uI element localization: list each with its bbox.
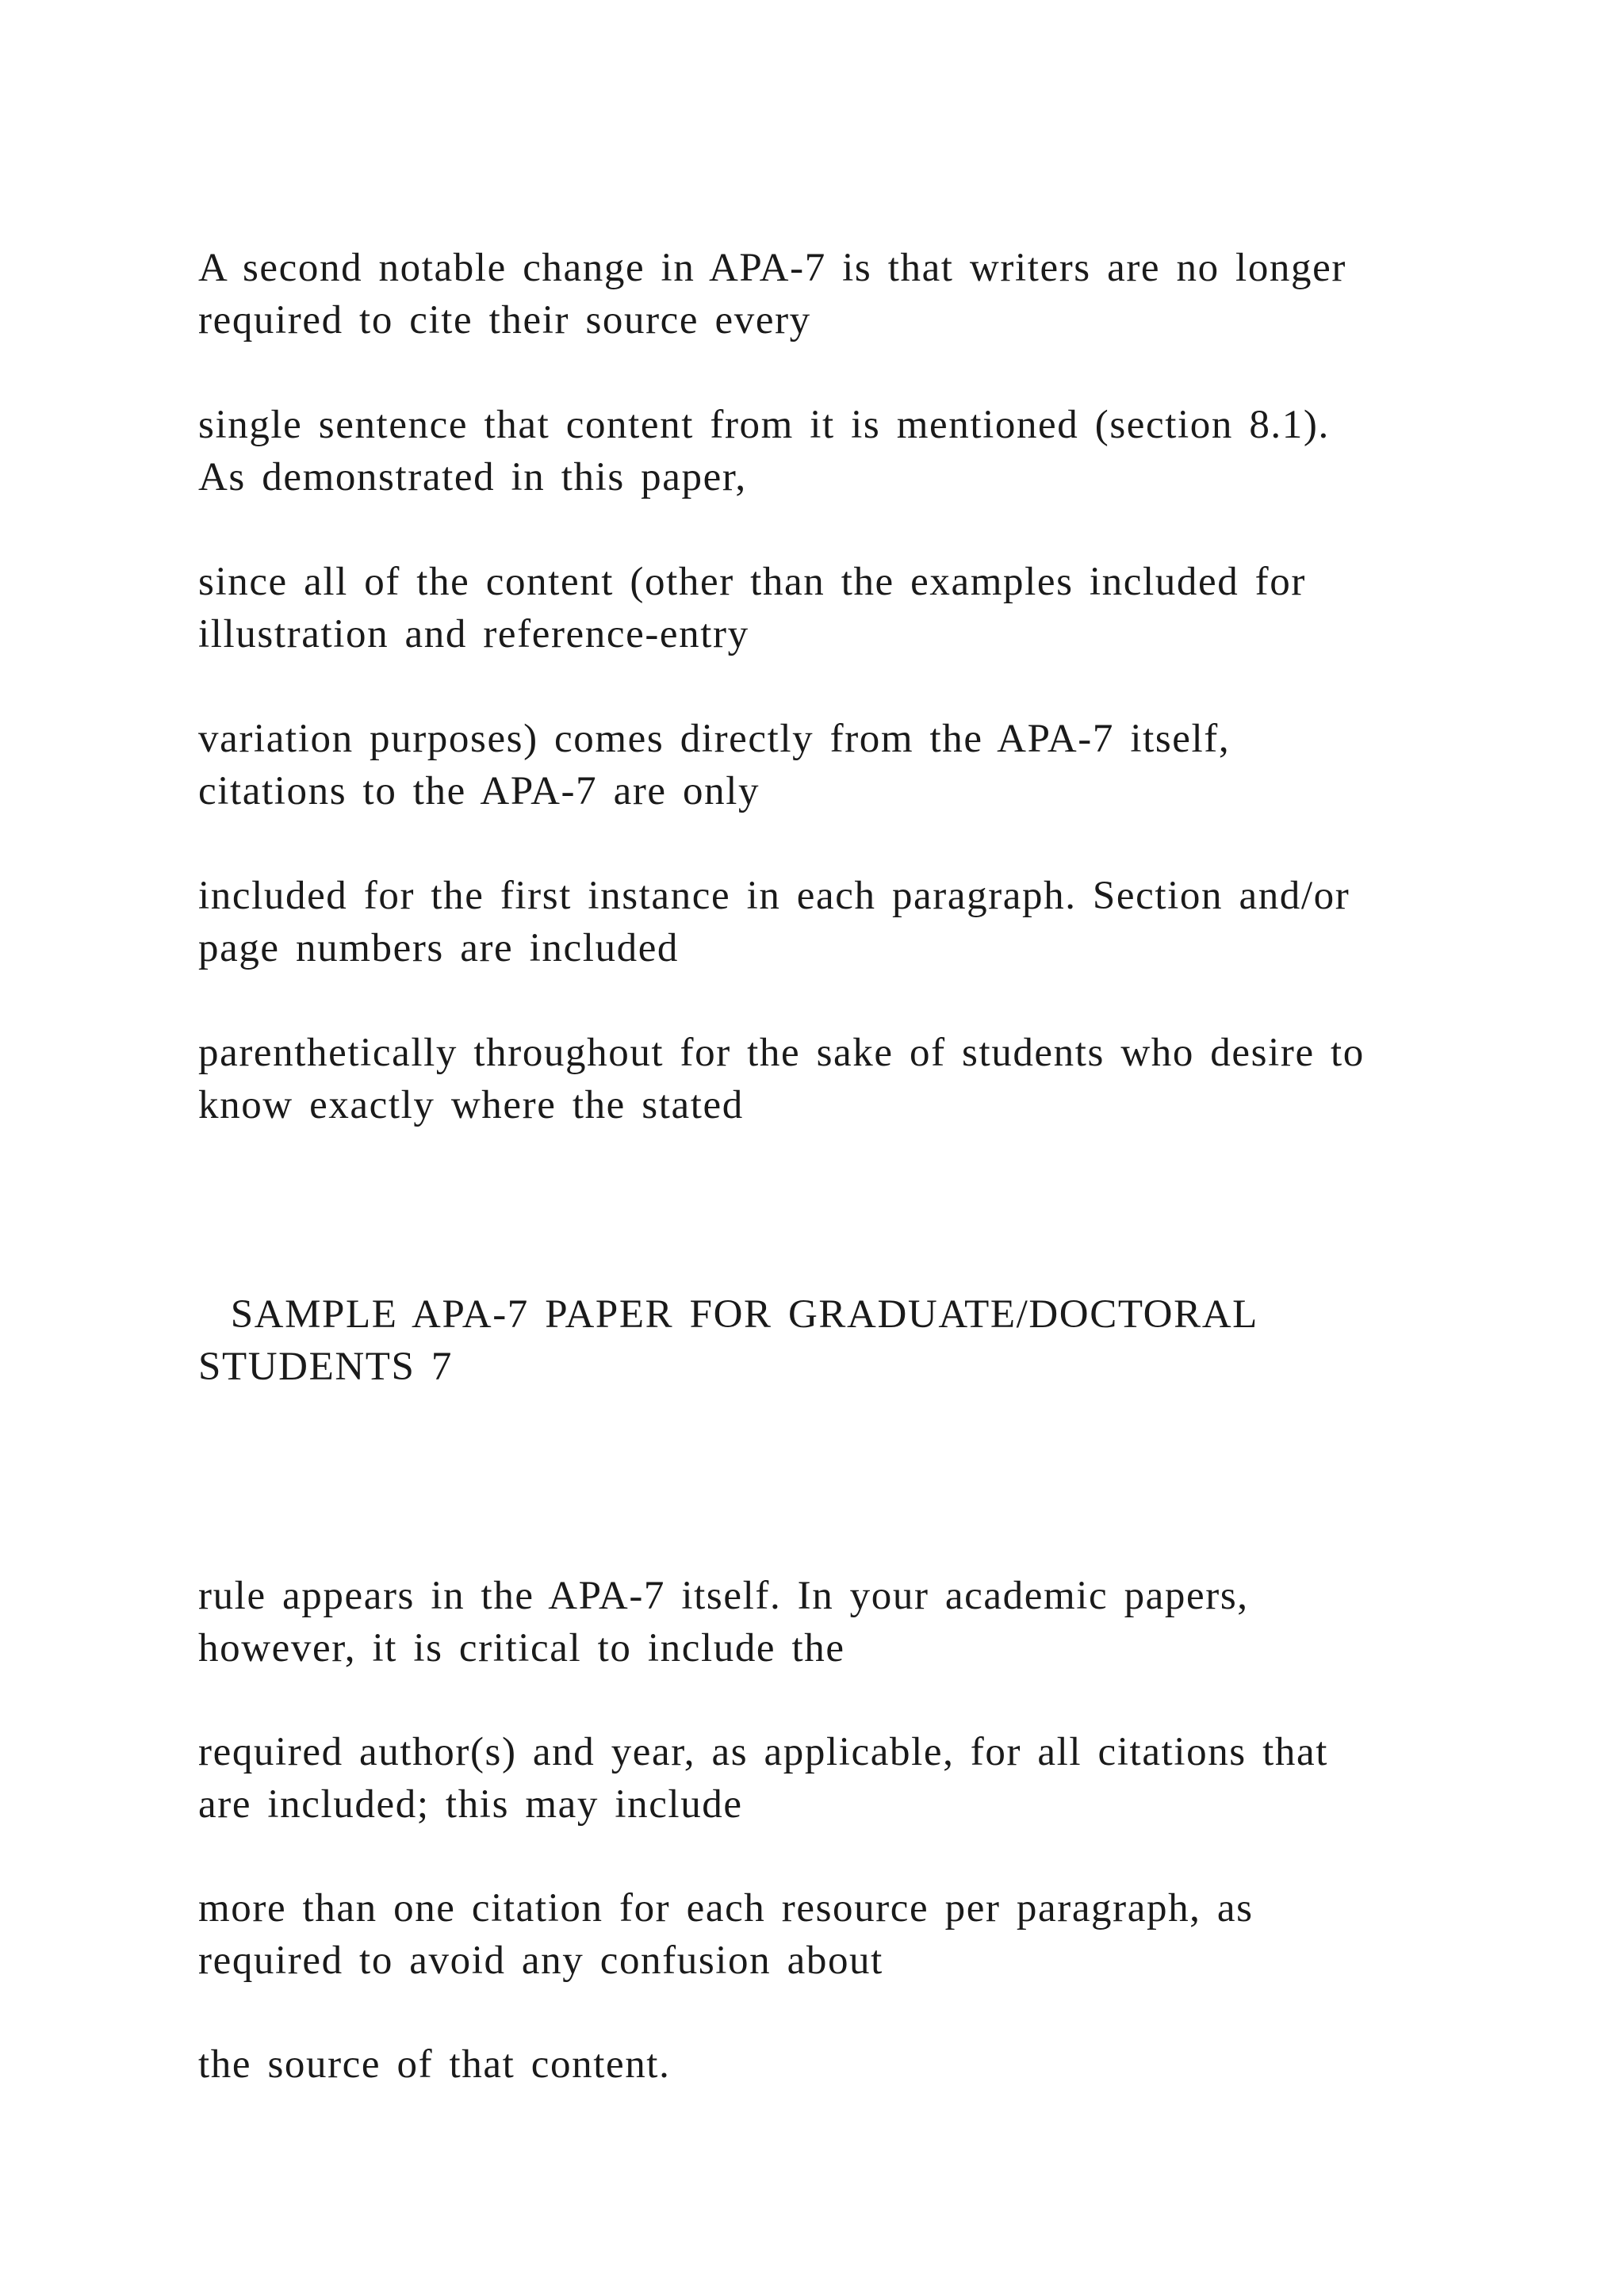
text-line: included for the first instance in each paragraph. Section and/or	[198, 874, 1350, 918]
running-header	[198, 1288, 1530, 1393]
text-line: A second notable change in APA-7 is that writers are no longer	[198, 246, 1346, 290]
running-header-line: STUDENTS 7	[198, 1345, 453, 1389]
text-line: page numbers are included	[198, 926, 680, 970]
text-line-pair	[198, 242, 1530, 346]
text-line: required to avoid any confusion about	[198, 1938, 883, 1983]
text-line: parenthetically throughout for the sake of students who desire to	[198, 1031, 1365, 1075]
text-line: required author(s) and year, as applicable, for all citations that	[198, 1730, 1328, 1774]
text-line-pair	[198, 713, 1530, 817]
text-line: know exactly where the stated	[198, 1083, 744, 1127]
text-line: rule appears in the APA-7 itself. In your academic papers,	[198, 1574, 1249, 1618]
text-line-pair	[198, 1027, 1530, 1131]
text-line: citations to the APA-7 are only	[198, 769, 760, 813]
text-line: required to cite their source every	[198, 298, 811, 342]
text-line: more than one citation for each resource per paragraph, as	[198, 1886, 1254, 1931]
text-line-pair	[198, 1882, 1530, 1987]
text-line: however, it is critical to include the	[198, 1626, 845, 1670]
text-line: illustration and reference-entry	[198, 612, 749, 656]
running-header-line: SAMPLE APA-7 PAPER FOR GRADUATE/DOCTORAL	[198, 1292, 1258, 1337]
text-line-pair	[198, 1726, 1530, 1831]
text-line: since all of the content (other than the examples included for	[198, 560, 1306, 604]
text-line-pair	[198, 2038, 1530, 2091]
text-line-pair	[198, 870, 1530, 974]
text-line: are included; this may include	[198, 1782, 743, 1827]
text-line: variation purposes) comes directly from the APA-7 itself,	[198, 717, 1231, 761]
text-line-pair	[198, 556, 1530, 660]
text-line: As demonstrated in this paper,	[198, 455, 747, 499]
text-line-pair	[198, 399, 1530, 503]
text-line: single sentence that content from it is mentioned (section 8.1).	[198, 403, 1330, 447]
text-line-pair	[198, 1570, 1530, 1674]
text-line: the source of that content.	[198, 2042, 671, 2087]
